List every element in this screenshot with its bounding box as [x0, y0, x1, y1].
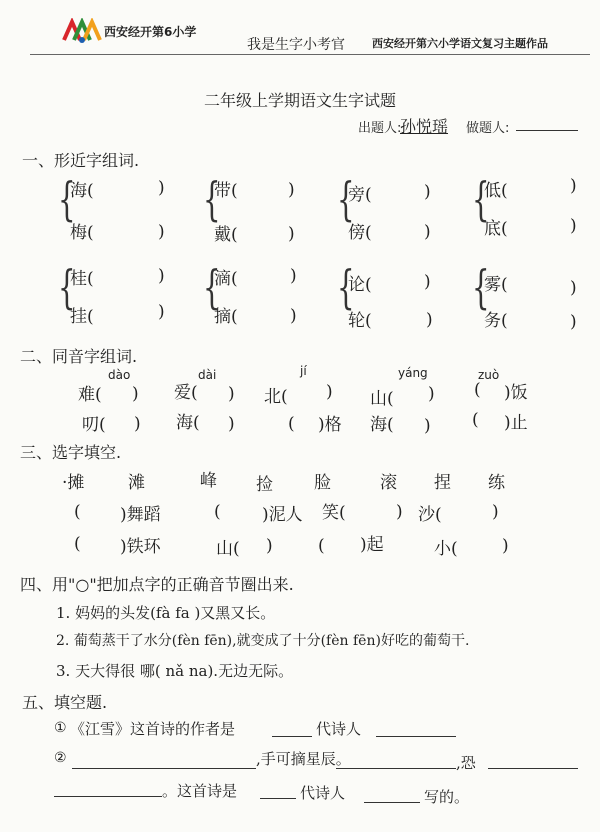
entry: )	[502, 536, 509, 556]
entry: (	[472, 410, 479, 430]
entry: 叨(	[82, 415, 106, 435]
brace-icon: {	[337, 172, 355, 226]
brace-icon: {	[337, 260, 355, 314]
entry: )	[290, 306, 297, 326]
entry: 戴(	[214, 225, 238, 245]
entry: )	[570, 278, 577, 298]
entry: 滴(	[214, 269, 238, 289]
q3-text-c: 写的。	[424, 788, 470, 806]
entry: (	[288, 414, 295, 434]
entry: )泥人	[262, 505, 303, 525]
entry: 爱(	[174, 383, 198, 403]
entry: )铁环	[120, 537, 161, 557]
q2-blank-1[interactable]	[72, 752, 256, 769]
section5-heading: 五、填空题.	[22, 693, 108, 712]
entry: 轮(	[348, 311, 372, 331]
solver-blank[interactable]	[516, 112, 578, 131]
section1-heading: 一、形近字组词.	[22, 151, 140, 170]
slogan: 我是生字小考官	[247, 37, 345, 53]
q2-text-b: ,恐	[456, 754, 476, 772]
pinyin: jí	[300, 364, 307, 378]
brace-icon: {	[58, 260, 76, 314]
entry: 海(	[370, 415, 394, 435]
entry: 海(	[70, 181, 94, 201]
entry: 底(	[484, 219, 508, 239]
solver-label: 做题人:	[466, 121, 510, 136]
q2-blank-3[interactable]	[488, 752, 578, 769]
entry: )	[158, 266, 165, 286]
entry: )	[428, 384, 435, 404]
setter-name: 孙悦瑶	[400, 117, 449, 136]
entry: 海(	[176, 413, 200, 433]
pinyin: yáng	[398, 366, 428, 380]
entry: )	[492, 502, 499, 522]
brace-icon: {	[472, 260, 490, 314]
entry: 桂(	[70, 269, 94, 289]
word-bank-item: 捡	[256, 475, 273, 495]
entry: )止	[504, 413, 528, 433]
entry: )	[570, 312, 577, 332]
pinyin: dài	[198, 368, 217, 382]
entry: )	[290, 266, 297, 286]
question-item: 2. 葡萄蒸干了水分(fèn fēn),就变成了十分(fèn fēn)好吃的葡萄干.	[56, 633, 470, 649]
entry: 挂(	[70, 307, 94, 327]
entry: 傍(	[348, 223, 372, 243]
word-bank-item: 峰	[200, 471, 217, 491]
setter-label: 出题人:	[358, 121, 402, 136]
entry: )起	[360, 535, 384, 555]
entry: 带(	[214, 181, 238, 201]
entry: 低(	[484, 181, 508, 201]
q2-blank-2[interactable]	[336, 752, 456, 769]
entry: )	[288, 224, 295, 244]
header-divider	[30, 54, 590, 55]
entry: )	[228, 384, 235, 404]
pinyin: zuò	[478, 368, 500, 382]
entry: )	[288, 180, 295, 200]
entry: 务(	[484, 311, 508, 331]
entry: 小(	[434, 539, 458, 559]
word-bank-item: 脸	[314, 473, 331, 493]
entry: )	[326, 382, 333, 402]
entry: )	[158, 302, 165, 322]
q2-text: ,手可摘星辰。	[256, 750, 351, 768]
school-logo	[62, 18, 102, 44]
q3-blank-1[interactable]	[54, 780, 162, 797]
entry: 山(	[370, 389, 394, 409]
header-subtitle: 西安经开第六小学语文复习主题作品	[372, 37, 548, 50]
word-bank-item: 捏	[434, 473, 451, 493]
page-title: 二年级上学期语文生字试题	[203, 91, 396, 110]
entry: )	[134, 414, 141, 434]
question-item: 3. 天大得很 哪( nǎ na).无边无际。	[56, 662, 294, 680]
section2-heading: 二、同音字组词.	[20, 347, 138, 366]
question-item: 1. 妈妈的头发(fà fa )又黑又长。	[56, 604, 276, 622]
entry: )	[396, 502, 403, 522]
entry: )	[424, 222, 431, 242]
entry: )	[426, 310, 433, 330]
q3-blank-dynasty[interactable]	[260, 782, 296, 799]
entry: )	[424, 272, 431, 292]
q1-blank-dynasty[interactable]	[272, 720, 312, 737]
entry: )	[570, 216, 577, 236]
section4-heading: 四、用"○"把加点字的正确音节圈出来.	[20, 575, 294, 594]
entry: 论(	[348, 275, 372, 295]
entry: 摘(	[214, 307, 238, 327]
word-bank-item: 练	[488, 473, 505, 493]
pinyin: dào	[108, 368, 131, 382]
word-bank-item: 滚	[380, 473, 397, 493]
entry: )	[266, 536, 273, 556]
entry: )饭	[504, 383, 528, 403]
school-name: 西安经开第6小学	[104, 25, 197, 39]
entry: (	[214, 502, 221, 522]
q1-number: ①	[54, 720, 67, 736]
entry: (	[74, 502, 81, 522]
q1-text: 《江雪》这首诗的作者是	[70, 720, 236, 738]
word-bank-item: 滩	[128, 473, 145, 493]
entry: )	[424, 182, 431, 202]
entry: )	[228, 414, 235, 434]
brace-icon: {	[58, 172, 76, 226]
q3-text-b: 代诗人	[300, 784, 346, 802]
entry: 笑(	[322, 503, 346, 523]
entry: 旁(	[348, 185, 372, 205]
entry: )	[570, 176, 577, 196]
entry: 雾(	[484, 275, 508, 295]
section3-heading: 三、选字填空.	[20, 443, 122, 462]
word-bank-item: ·摊	[62, 473, 85, 493]
brace-icon: {	[203, 260, 221, 314]
brace-icon: {	[203, 172, 221, 226]
entry: 北(	[264, 387, 288, 407]
entry: )舞蹈	[120, 505, 161, 525]
entry: )	[424, 416, 431, 436]
q1-text-b: 代诗人	[316, 720, 362, 738]
entry: (	[474, 380, 481, 400]
entry: 山(	[216, 539, 240, 559]
q3-blank-poet[interactable]	[364, 786, 420, 803]
q2-number: ②	[54, 750, 67, 766]
entry: )	[158, 222, 165, 242]
entry: (	[318, 536, 325, 556]
q1-blank-poet[interactable]	[376, 720, 456, 737]
brace-icon: {	[472, 172, 490, 226]
q3-text: 。这首诗是	[162, 782, 238, 800]
entry: 沙(	[418, 505, 442, 525]
entry: (	[74, 534, 81, 554]
entry: )格	[318, 415, 342, 435]
entry: )	[158, 178, 165, 198]
entry: )	[132, 384, 139, 404]
entry: 梅(	[70, 223, 94, 243]
entry: 难(	[78, 385, 102, 405]
